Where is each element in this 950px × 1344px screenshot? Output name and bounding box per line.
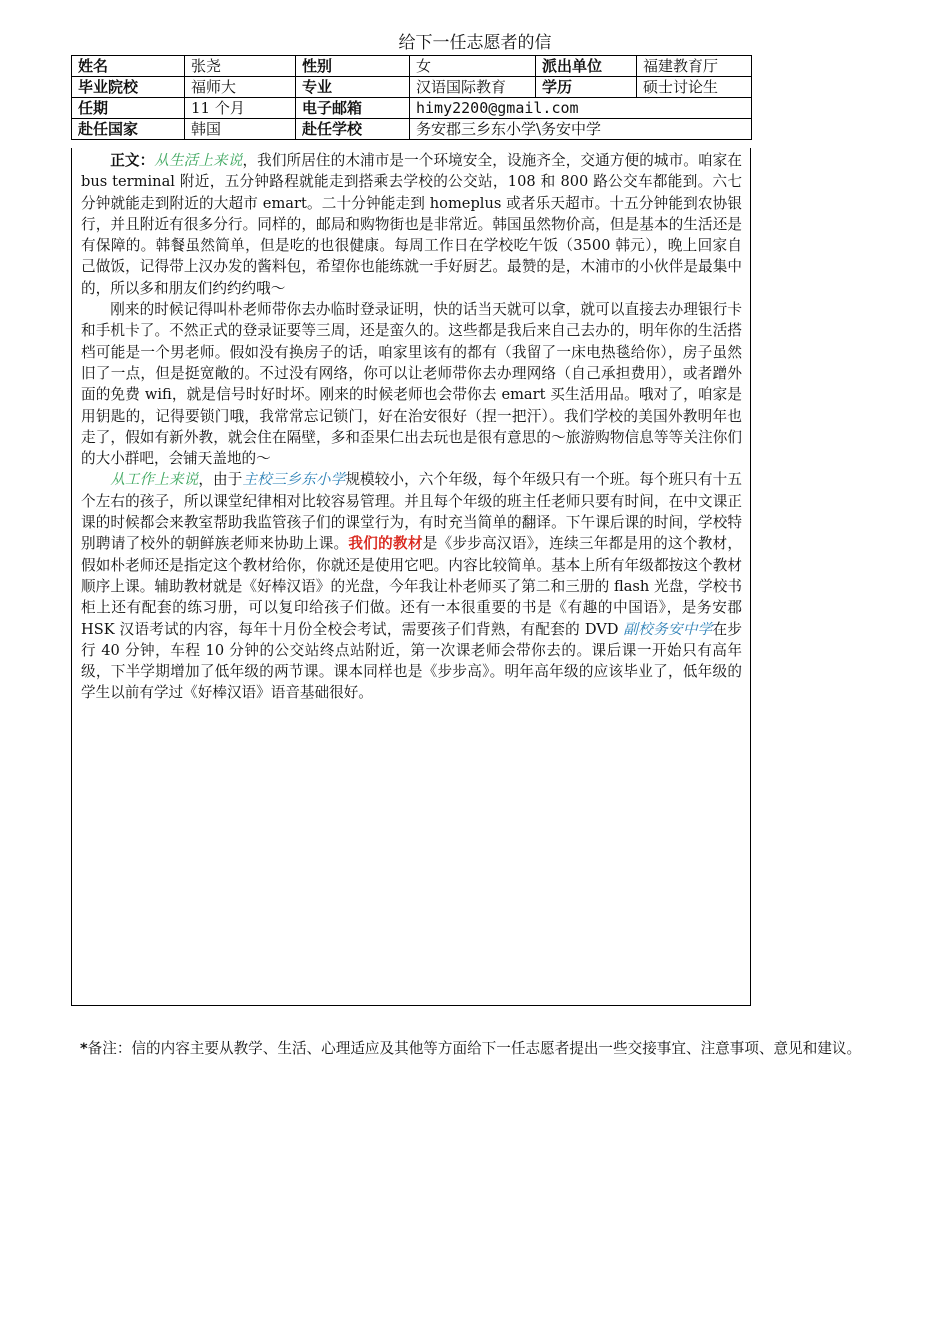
info-row-3 [72,98,752,119]
footnote [80,1038,880,1059]
paragraph-life [81,150,742,299]
unit-label: 派出单位 [536,56,637,77]
unit-value: 福建教育厅 [637,56,752,77]
school-value: 福师大 [185,77,296,98]
major-label: 专业 [296,77,410,98]
country-label: 赴任国家 [72,119,185,140]
gender-label: 性别 [296,56,410,77]
life-heading: 从生活上来说 [154,152,243,169]
body-lead-label: 正文： [110,152,155,169]
arrival-text: 刚来的时候记得叫朴老师带你去办临时登录证明，快的话当天就可以拿，就可以直接去办理银行卡和手机卡了。不然正式的登录证要等三周，还是蛮久的。这些都是我后来自己去办的，明年你的生活搭档可能是一个男老师。假如没有换房子的话，咱家里该有的都有（我留了一床电热毯给你），房子虽然旧了一点，但是挺宽敞的。不过没有网络，你可以让老师带你去办理网络（自己承担费用），或者蹭外面的免费 wifi，就是信号时好时坏。刚来的时候老师也会带你去 emart 买生活用品。哦对了，咱家是用钥匙的，记得要锁门哦，我常常忘记锁门，好在治安很好（捏一把汗）。我们学校的美国外教明年也走了，假如有新外教，就会住在隔壁，多和歪果仁出去玩也是很有意思的～旅游购物信息等等关注你们的大小群吧，会铺天盖地的～ [81,301,742,468]
school-label: 毕业院校 [72,77,185,98]
term-label: 任期 [72,98,185,119]
paragraph-work [81,469,742,703]
degree-label: 学历 [536,77,637,98]
letter-body [71,148,751,1006]
sub-school-name: 副校务安中学 [623,620,713,638]
degree-value: 硕士讨论生 [637,77,752,98]
textbook-heading: 我们的教材 [348,535,423,553]
work-text-4: 在步行 40 分钟，车程 10 分钟的公交站终点站附近，第一次课老师会带你去的。课后课一开始只有高年级，下半学期增加了低年级的两节课。课本同样也是《步步高》。明年高年级的应该毕业了，低年级的学生以前有学过《好棒汉语》语音基础很好。 [81,620,742,702]
paragraph-arrival [81,299,742,469]
info-row-2 [72,77,752,98]
work-text-1: ，由于 [198,471,243,489]
info-row-1 [72,56,752,77]
term-value: 11 个月 [185,98,296,119]
footnote-text: 备注：信的内容主要从教学、生活、心理适应及其他等方面给下一任志愿者提出一些交接事宜、注意事项、意见和建议。 [87,1040,862,1057]
work-heading: 从工作上来说 [110,471,199,489]
work-text-2: 规模较小，六个年级，每个年级只有一个班。每个班只有十五个左右的孩子，所以课堂纪律相对比较容易管理。并且每个年级的班主任老师只要有时间，在中文课正课的时候都会来教室帮助我监管孩子们的课堂行为，有时充当简单的翻译。下午课后课的时间，学校特别聘请了校外的朝鲜族老师来协助上课。 [81,471,742,553]
name-label: 姓名 [72,56,185,77]
gender-value: 女 [410,56,536,77]
post-school-value: 务安郡三乡东小学\务安中学 [410,119,752,140]
email-value: himy2200@gmail.com [410,98,752,119]
info-table [71,55,752,140]
letter-title: 给下一任志愿者的信 [398,33,552,53]
major-value: 汉语国际教育 [410,77,536,98]
footnote-star: * [80,1040,88,1057]
name-value: 张尧 [185,56,296,77]
work-text-3: 是《步步高汉语》，连续三年都是用的这个教材，假如朴老师还是指定这个教材给你，你就还是使用它吧。内容比较简单。基本上所有年级都按这个教材顺序上课。辅助教材就是《好棒汉语》的光盘，今年我让朴老师买了第二和三册的 flash 光盘，学校书柜上还有配套的练习册，可以复印给孩子们做。还有一本很重要的书是《有趣的中国语》，是务安郡 HSK 汉语考试的内容，每年十月份全校会考试，需要孩子们背熟，有配套的 DVD [81,535,742,638]
info-row-4 [72,119,752,140]
main-school-name: 主校三乡东小学 [242,471,346,489]
country-value: 韩国 [185,119,296,140]
email-label: 电子邮箱 [296,98,410,119]
life-text: ，我们所居住的木浦市是一个环境安全，设施齐全，交通方便的城市。咱家在 bus terminal 附近，五分钟路程就能走到搭乘去学校的公交站，108 和 800 路公交车都能到。六七分钟就能走到附近的大超市 emart。二十分钟能走到 homeplus 或者乐天超市。十五分钟能到农协银行，并且附近有很多分行。同样的，邮局和购物街也是非常近。韩国虽然物价高，但是基本的生活还是有保障的。韩餐虽然简单，但是吃的也很健康。每周工作日在学校吃午饭（3500 韩元），晚上回家自己做饭，记得带上汉办发的酱料包，希望你也能练就一手好厨艺。最赞的是，木浦市的小伙伴是最集中的，所以多和朋友们约约约哦～ [81,152,742,297]
post-school-label: 赴任学校 [296,119,410,140]
